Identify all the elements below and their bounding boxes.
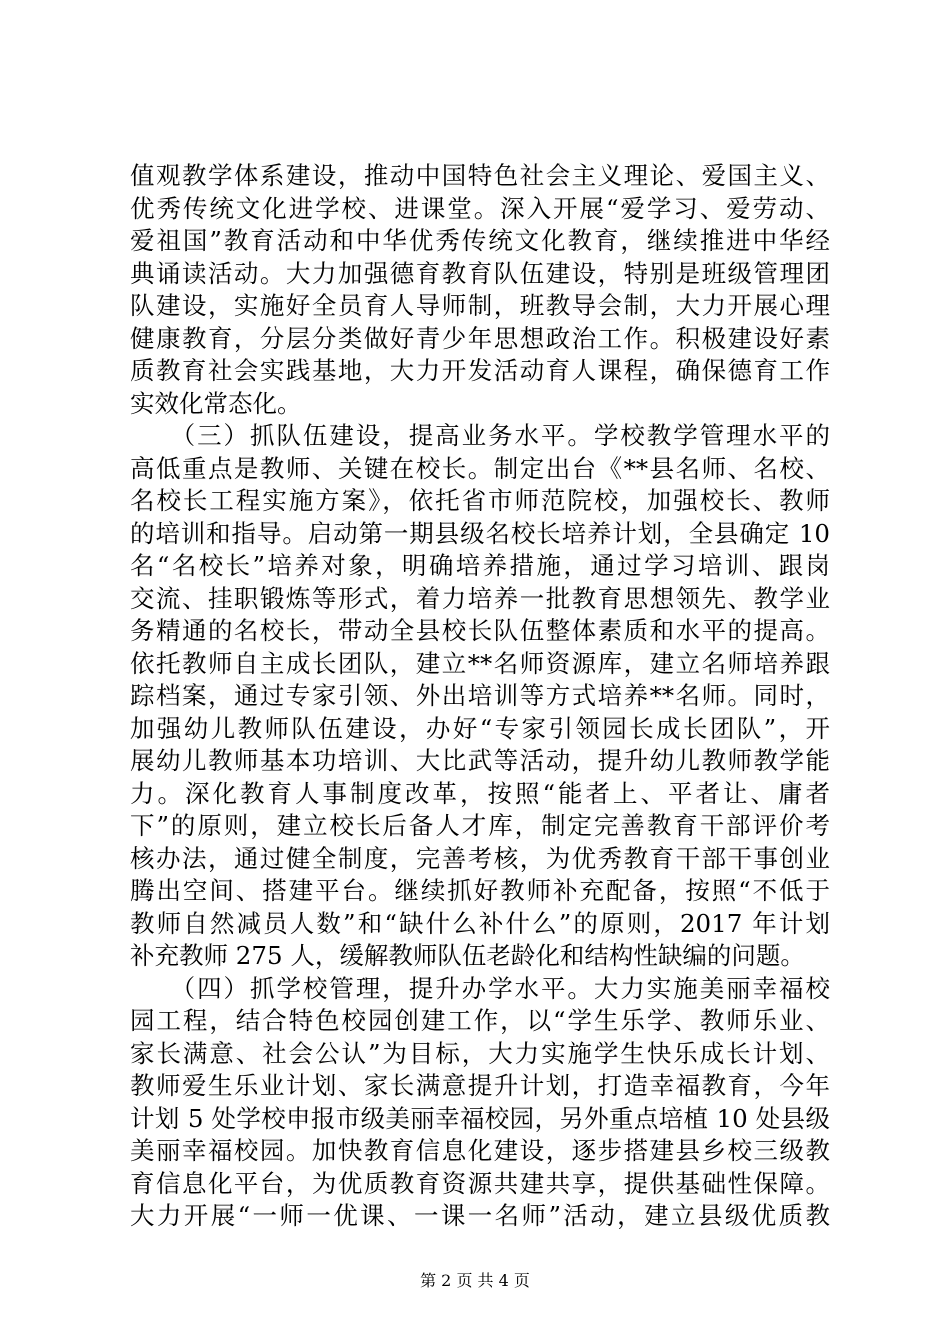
text-line: 典诵读活动。大力加强德育教育队伍建设，特别是班级管理团 xyxy=(130,258,830,288)
text-line: 育信息化平台，为优质教育资源共建共享，提供基础性保障。 xyxy=(130,1168,830,1198)
text-line: 名“名校长”培养对象，明确培养措施，通过学习培训、跟岗 xyxy=(130,551,830,580)
text-line: 大力开展“一师一优课、一课一名师”活动，建立县级优质教 xyxy=(130,1201,830,1230)
text-line: 务精通的名校长，带动全县校长队伍整体素质和水平的提高。 xyxy=(130,616,830,645)
text-line: （三）抓队伍建设，提高业务水平。学校教学管理水平的 xyxy=(130,421,830,450)
text-line: 交流、挂职锻炼等形式，着力培养一批教育思想领先、教学业 xyxy=(130,583,830,613)
text-line: 核办法，通过健全制度，完善考核，为优秀教育干部干事创业 xyxy=(130,843,830,873)
text-line: 实效化常态化。 xyxy=(130,388,302,418)
text-line: 下”的原则，建立校长后备人才库，制定完善教育干部评价考 xyxy=(130,811,830,840)
text-line: 质教育社会实践基地，大力开发活动育人课程，确保德育工作 xyxy=(130,356,830,385)
text-line: （四）抓学校管理，提升办学水平。大力实施美丽幸福校 xyxy=(130,973,830,1003)
text-line: 踪档案，通过专家引领、外出培训等方式培养**名师。同时， xyxy=(130,681,830,710)
text-line: 腾出空间、搭建平台。继续抓好教师补充配备，按照“不低于 xyxy=(130,876,830,905)
text-line: 展幼儿教师基本功培训、大比武等活动，提升幼儿教师教学能 xyxy=(130,746,830,775)
text-line: 队建设，实施好全员育人导师制，班教导会制，大力开展心理 xyxy=(130,291,830,320)
text-line: 计划 5 处学校申报市级美丽幸福校园，另外重点培植 10 处县级 xyxy=(130,1103,830,1133)
text-line: 高低重点是教师、关键在校长。制定出台《**县名师、名校、 xyxy=(130,453,830,483)
text-line: 依托教师自主成长团队，建立**名师资源库，建立名师培养跟 xyxy=(130,648,830,678)
text-line: 加强幼儿教师队伍建设，办好“专家引领园长成长团队”，开 xyxy=(130,713,830,743)
text-line: 值观教学体系建设，推动中国特色社会主义理论、爱国主义、 xyxy=(130,161,830,190)
text-line: 爱祖国”教育活动和中华优秀传统文化教育，继续推进中华经 xyxy=(130,226,830,255)
text-line: 教师爱生乐业计划、家长满意提升计划，打造幸福教育，今年 xyxy=(130,1071,830,1100)
text-line: 补充教师 275 人，缓解教师队伍老龄化和结构性缺编的问题。 xyxy=(130,941,805,970)
text-line: 家长满意、社会公认”为目标，大力实施学生快乐成长计划、 xyxy=(130,1038,830,1068)
text-line: 园工程，结合特色校园创建工作，以“学生乐学、教师乐业、 xyxy=(130,1006,830,1035)
text-line: 美丽幸福校园。加快教育信息化建设，逐步搭建县乡校三级教 xyxy=(130,1136,830,1165)
text-line: 教师自然减员人数”和“缺什么补什么”的原则，2017 年计划 xyxy=(130,908,830,938)
text-line: 健康教育，分层分类做好青少年思想政治工作。积极建设好素 xyxy=(130,323,830,353)
text-line: 力。深化教育人事制度改革，按照“能者上、平者让、庸者 xyxy=(130,778,830,808)
text-line: 名校长工程实施方案》，依托省市师范院校，加强校长、教师 xyxy=(130,486,830,515)
body-text xyxy=(130,160,830,1233)
page-footer: 第 2 页 共 4 页 xyxy=(420,1271,530,1290)
text-line: 优秀传统文化进学校、进课堂。深入开展“爱学习、爱劳动、 xyxy=(130,193,830,223)
text-line: 的培训和指导。启动第一期县级名校长培养计划，全县确定 10 xyxy=(130,518,830,548)
